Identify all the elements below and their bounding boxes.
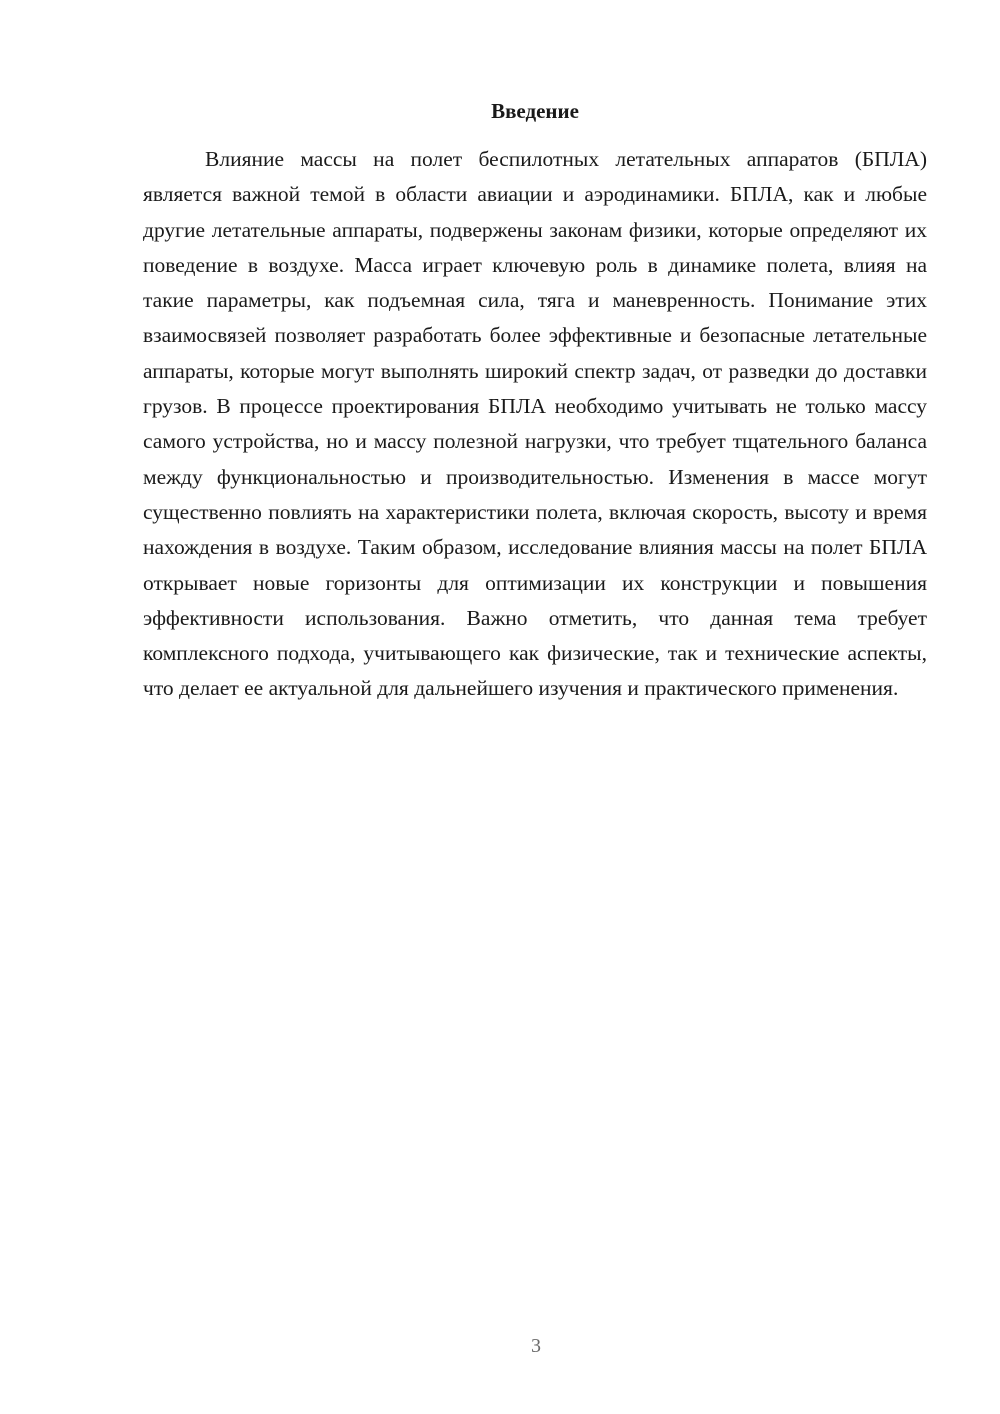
body-paragraph: Влияние массы на полет беспилотных летательных аппаратов (БПЛА) является важной темой в области авиации и аэродинамики. БПЛА, как и любые другие летательные аппараты, подвержены законам физики, которые определяют их поведение в воздухе. Масса играет ключевую роль в динамике полета, влияя на такие параметры, как подъемная сила, тяга и маневренность. Понимание этих взаимосвязей позволяет разработать более эффективные и безопасные летательные аппараты, которые могут выполнять широкий спектр задач, от разведки до доставки грузов. В процессе проектирования БПЛА необходимо учитывать не только массу самого устройства, но и массу полезной нагрузки, что требует тщательного баланса между функциональностью и производительностью. Изменения в массе могут существенно повлиять на характеристики полета, включая скорость, высоту и время нахождения в воздухе. Таким образом, исследование влияния массы на полет БПЛА открывает новые горизонты для оптимизации их конструкции и повышения эффективности использования. Важно отметить, что данная тема требует комплексного подхода, учитывающего как физические, так и технические аспекты, что делает ее актуальной для дальнейшего изучения и практического применения. [143, 147, 927, 701]
page-number: 3 [531, 1335, 541, 1357]
section-heading: Введение [491, 99, 579, 123]
